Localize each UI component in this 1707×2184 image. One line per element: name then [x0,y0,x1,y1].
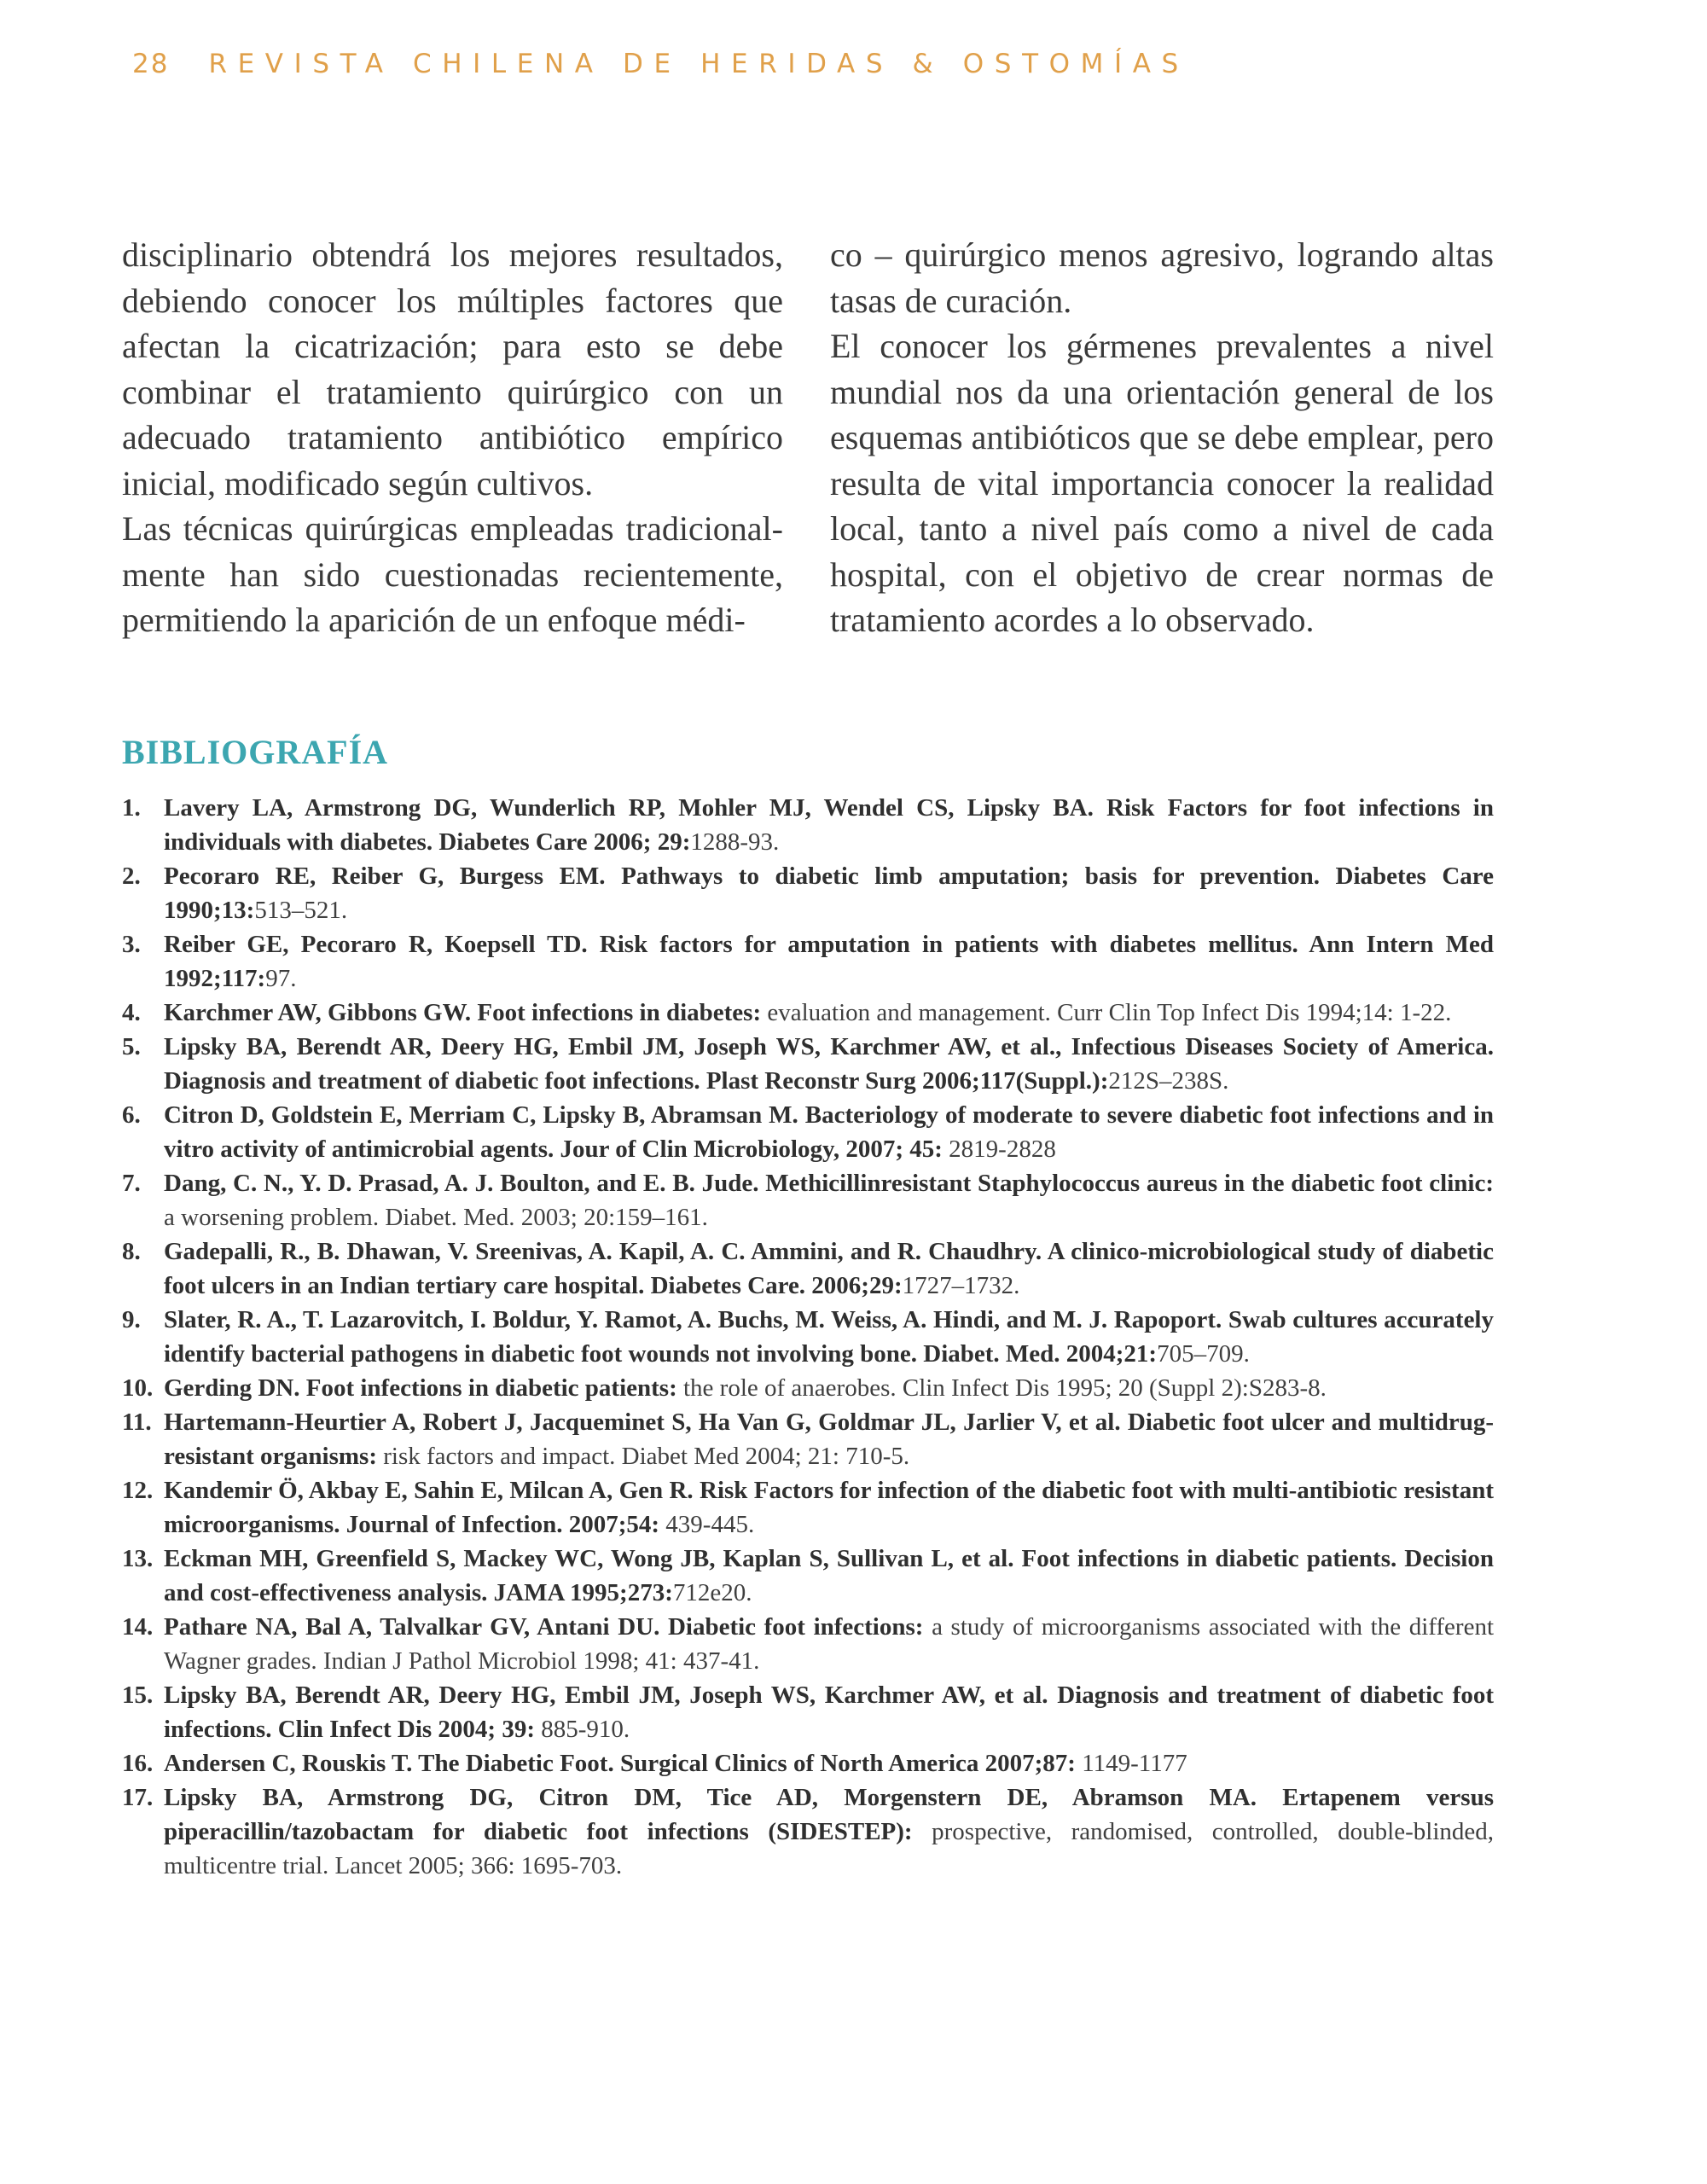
reference-bold-part: Pecoraro RE, Reiber G, Burgess EM. Pathways to diabetic limb amputation; basis for prevention. Diabetes Care 1990;13: [164,863,1494,924]
reference-text [164,1746,1494,1780]
reference-number: 1. [122,794,141,822]
reference-item [122,1166,1494,1234]
page-number: 28 [132,49,170,79]
reference-number: 15. [122,1682,154,1709]
reference-number: 12. [122,1477,154,1504]
reference-item [122,859,1494,927]
reference-text [164,1303,1494,1371]
reference-number: 5. [122,1033,141,1060]
reference-number: 11. [122,1409,152,1436]
reference-bold-part: Gerding DN. Foot infections in diabetic patients: [164,1374,677,1402]
reference-text [164,1030,1494,1098]
reference-plain-part: 1727–1732. [902,1272,1020,1299]
reference-plain-part: the role of anaerobes. Clin Infect Dis 1995; 20 (Suppl 2):S283-8. [676,1374,1327,1402]
reference-item [122,1405,1494,1473]
reference-bold-part: Lipsky BA, Armstrong DG, Citron DM, Tice AD, Morgenstern DE, Abramson MA. Ertapenem versus piperacillin/tazobactam for diabetic foot infections (SIDESTEP): [164,1784,1494,1845]
reference-item [122,927,1494,996]
reference-number: 8. [122,1238,141,1265]
reference-number: 16. [122,1750,154,1777]
running-header [132,44,1189,84]
reference-text [164,859,1494,927]
reference-plain-part: 712e20. [672,1579,752,1606]
body-column-right [830,232,1494,643]
reference-number: 4. [122,999,141,1026]
reference-item [122,1610,1494,1678]
reference-plain-part: 705–709. [1157,1340,1250,1368]
reference-text [164,1405,1494,1473]
reference-bold-part: Hartemann-Heurtier A, Robert J, Jacqueminet S, Ha Van G, Goldmar JL, Jarlier V, et al. Diabetic foot ulcer and multidrug- resistant organisms: [164,1409,1494,1470]
reference-text [164,791,1494,859]
reference-number: 2. [122,863,141,890]
reference-text [164,1678,1494,1746]
reference-bold-part: Slater, R. A., T. Lazarovitch, I. Boldur, Y. Ramot, A. Buchs, M. Weiss, A. Hindi, and M. J. Rapoport. Swab cultures accurately identify bacterial pathogens in diabetic foot wounds not involving bone. Diabet. Med. 2004;21: [164,1306,1494,1368]
reference-plain-part: 513–521. [254,897,348,924]
journal-title: REVISTA CHILENA DE HERIDAS & OSTOMÍAS [208,49,1189,79]
reference-item [122,1678,1494,1746]
reference-text [164,1234,1494,1303]
reference-plain-part: 97. [265,965,297,992]
reference-text [164,927,1494,996]
reference-item [122,996,1494,1030]
reference-number: 10. [122,1374,154,1402]
bibliography-heading: BIBLIOGRAFÍA [122,733,389,771]
reference-plain-part: 212S–238S. [1108,1067,1229,1095]
reference-bold-part: Gadepalli, R., B. Dhawan, V. Sreenivas, A. Kapil, A. C. Ammini, and R. Chaudhry. A clinico-microbiological study of diabetic foot ulcers in an Indian tertiary care hospital. Diabetes Care. 2006;29: [164,1238,1494,1299]
reference-plain-part: evaluation and management. Curr Clin Top Infect Dis 1994;14: 1-22. [761,999,1452,1026]
reference-text [164,1542,1494,1610]
paragraph: co – quirúrgico menos agresivo, logrando altas tasas de curación. [830,235,1494,320]
reference-plain-part: 439-445. [659,1511,755,1538]
paragraph: El conocer los gérmenes prevalentes a nivel mundial nos da una orientación general de los esquemas antibióticos que se debe emplear, pero resulta de vital importancia conocer la realidad local, tanto a nivel país como a nivel de cada hospital, con el objetivo de crear normas de tratamiento acordes a lo observado. [830,327,1494,639]
reference-bold-part: Kandemir Ö, Akbay E, Sahin E, Milcan A, Gen R. Risk Factors for infection of the diabetic foot with multi-antibiotic resistant microorganisms. Journal of Infection. 2007;54: [164,1477,1494,1538]
reference-item [122,1746,1494,1780]
reference-number: 17. [122,1784,154,1811]
reference-text [164,1610,1494,1678]
reference-item [122,1473,1494,1542]
reference-bold-part: Lavery LA, Armstrong DG, Wunderlich RP, Mohler MJ, Wendel CS, Lipsky BA. Risk Factors for foot infections in individuals with diabetes. Diabetes Care 2006; 29: [164,794,1494,856]
reference-number: 6. [122,1101,141,1129]
body-column-left [122,232,783,643]
reference-plain-part: prospective, randomised, controlled, double-blinded, multicentre trial. Lancet 2005; 366: 1695-703. [164,1818,1494,1879]
reference-plain-part: 2819-2828 [942,1136,1056,1163]
reference-text [164,1098,1494,1166]
reference-text [164,1371,1494,1405]
reference-plain-part: a study of microorganisms associated with the different Wagner grades. Indian J Pathol Microbiol 1998; 41: 437-41. [164,1613,1495,1675]
reference-text [164,1780,1494,1883]
reference-bold-part: Karchmer AW, Gibbons GW. Foot infections in diabetes: [164,999,762,1026]
reference-number: 9. [122,1306,141,1333]
reference-plain-part: 885-910. [534,1716,630,1743]
reference-bold-part: Lipsky BA, Berendt AR, Deery HG, Embil JM, Joseph WS, Karchmer AW, et al. Diagnosis and treatment of diabetic foot infections. Clin Infect Dis 2004; 39: [164,1682,1494,1743]
reference-bold-part: Reiber GE, Pecoraro R, Koepsell TD. Risk factors for amputation in patients with diabetes mellitus. Ann Intern Med 1992;117: [164,931,1494,992]
reference-item [122,1098,1494,1166]
reference-number: 13. [122,1545,154,1572]
reference-bold-part: Eckman MH, Greenfield S, Mackey WC, Wong JB, Kaplan S, Sullivan L, et al. Foot infections in diabetic patients. Decision and cost-effectiveness analysis. JAMA 1995;273: [164,1545,1494,1606]
reference-item [122,1542,1494,1610]
reference-bold-part: Andersen C, Rouskis T. The Diabetic Foot. Surgical Clinics of North America 2007;87: [164,1750,1076,1777]
reference-text [164,1166,1494,1234]
reference-number: 7. [122,1170,141,1197]
reference-list [122,791,1494,1883]
reference-item [122,1780,1494,1883]
reference-plain-part: a worsening problem. Diabet. Med. 2003; 20:159–161. [164,1204,708,1231]
reference-item [122,791,1494,859]
reference-item [122,1234,1494,1303]
paragraph: Las técnicas quirúrgicas empleadas tradicionalmente han sido cuestionadas recientemente, permitiendo la aparición de un enfoque médi- [122,509,783,639]
reference-item [122,1303,1494,1371]
reference-bold-part: Citron D, Goldstein E, Merriam C, Lipsky B, Abramsan M. Bacteriology of moderate to severe diabetic foot infections and in vitro activity of antimicrobial agents. Jour of Clin Microbiology, 2007; 45: [164,1101,1494,1163]
paragraph: disciplinario obtendrá los mejores resultados, debiendo conocer los múltiples factores que afectan la cicatrización; para esto se debe combinar el tratamiento quirúrgico con un adecuado tratamiento antibiótico empírico inicial, modificado según cultivos. [122,235,783,502]
reference-text [164,1473,1494,1542]
reference-bold-part: Dang, C. N., Y. D. Prasad, A. J. Boulton, and E. B. Jude. Methicillinresistant Staphylococcus aureus in the diabetic foot clinic: [164,1170,1494,1197]
reference-number: 3. [122,931,141,958]
reference-bold-part: Pathare NA, Bal A, Talvalkar GV, Antani DU. Diabetic foot infections: [164,1613,924,1641]
reference-plain-part: 1149-1177 [1075,1750,1187,1777]
reference-text [164,996,1494,1030]
reference-item [122,1371,1494,1405]
reference-item [122,1030,1494,1098]
reference-plain-part: risk factors and impact. Diabet Med 2004; 21: 710-5. [376,1443,910,1470]
reference-plain-part: 1288-93. [690,828,780,856]
reference-bold-part: Lipsky BA, Berendt AR, Deery HG, Embil JM, Joseph WS, Karchmer AW, et al., Infectious Diseases Society of America. Diagnosis and treatment of diabetic foot infections. Plast Reconstr Surg 2006;117(Suppl.): [164,1033,1494,1095]
reference-number: 14. [122,1613,154,1641]
